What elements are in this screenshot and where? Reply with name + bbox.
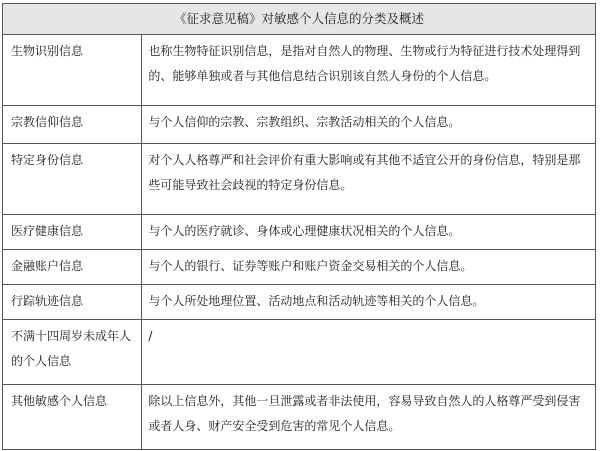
category-cell: 特定身份信息	[3, 144, 142, 215]
table-title: 《征求意见稿》对敏感个人信息的分类及概述	[3, 4, 596, 35]
table-row	[3, 215, 596, 250]
table-header-row	[3, 4, 596, 35]
description-cell: /	[142, 320, 596, 385]
table-row	[3, 285, 596, 320]
description-cell: 与个人的医疗就诊、身体或心理健康状况相关的个人信息。	[142, 215, 596, 250]
table-row	[3, 35, 596, 106]
description-cell: 也称生物特征识别信息，是指对自然人的物理、生物或行为特征进行技术处理得到的、能够单独或者与其他信息结合识别该自然人身份的个人信息。	[142, 35, 596, 106]
description-cell: 对个人人格尊严和社会评价有重大影响或有其他不适宜公开的身份信息，特别是那些可能导致社会歧视的特定身份信息。	[142, 144, 596, 215]
table-row	[3, 320, 596, 385]
category-cell: 不满十四周岁未成年人的个人信息	[3, 320, 142, 385]
description-cell: 与个人所处地理位置、活动地点和活动轨迹等相关的个人信息。	[142, 285, 596, 320]
category-cell: 宗教信仰信息	[3, 106, 142, 144]
table-row	[3, 106, 596, 144]
table-row	[3, 250, 596, 285]
category-cell: 生物识别信息	[3, 35, 142, 106]
table-row	[3, 144, 596, 215]
description-cell: 与个人的银行、证券等账户和账户资金交易相关的个人信息。	[142, 250, 596, 285]
table-row	[3, 385, 596, 450]
category-cell: 医疗健康信息	[3, 215, 142, 250]
description-cell: 与个人信仰的宗教、宗教组织、宗教活动相关的个人信息。	[142, 106, 596, 144]
category-cell: 行踪轨迹信息	[3, 285, 142, 320]
description-cell: 除以上信息外，其他一旦泄露或者非法使用，容易导致自然人的人格尊严受到侵害或者人身、财产安全受到危害的常见个人信息。	[142, 385, 596, 450]
sensitive-info-table	[2, 3, 596, 450]
category-cell: 其他敏感个人信息	[3, 385, 142, 450]
category-cell: 金融账户信息	[3, 250, 142, 285]
